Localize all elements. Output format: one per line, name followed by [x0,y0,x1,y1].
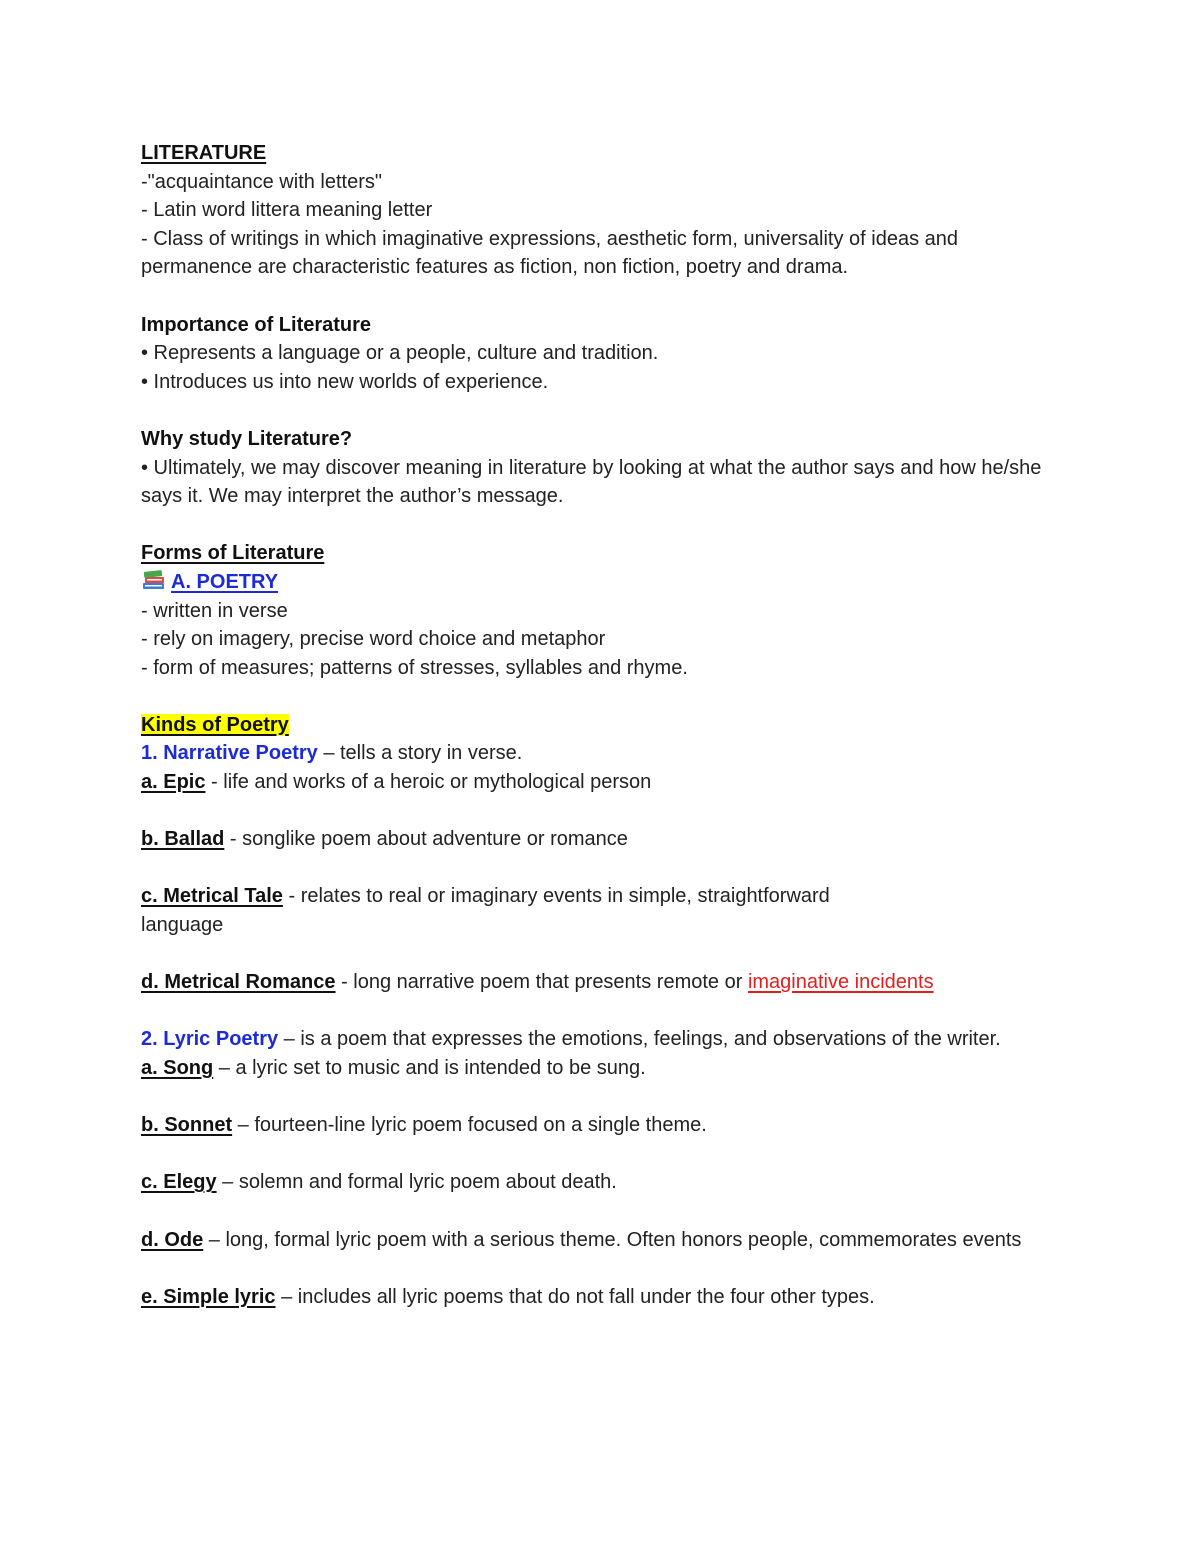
poetry-heading [141,568,1061,597]
narrative-line [141,739,1061,768]
lyric-line [141,1025,1061,1054]
lyric-heading: 2. Lyric Poetry [141,1028,279,1051]
metrical-tale-term: c. Metrical Tale [141,885,283,908]
spacer [141,1140,1061,1169]
importance-bullet-2: • Introduces us into new worlds of experience. [141,370,549,393]
why-title: Why study Literature? [141,427,353,450]
forms-line-2: - rely on imagery, precise word choice and metaphor [141,628,606,651]
spacer [141,682,1061,711]
spacer [141,396,1061,425]
spacer [141,940,1061,969]
spacer [141,997,1061,1026]
ballad-desc: - songlike poem about adventure or romance [224,828,628,851]
forms-line-3: - form of measures; patterns of stresses, syllables and rhyme. [141,656,688,679]
ballad-term: b. Ballad [141,828,225,851]
literature-line-2: - Latin word littera meaning letter [141,199,433,222]
spacer [141,1197,1061,1226]
literature-line-3: - Class of writings in which imaginative expressions, aesthetic form, universality of ideas and permanence are characteristic features as fiction, non fiction, poetry and drama. [141,227,959,279]
metrical-tale-desc-2: language [141,914,224,937]
sonnet-desc: – fourteen-line lyric poem focused on a single theme. [232,1114,707,1137]
books-icon [141,569,167,591]
song-term: a. Song [141,1057,214,1079]
elegy-desc: – solemn and formal lyric poem about death. [216,1171,617,1194]
why-bullet-1: • Ultimately, we may discover meaning in literature by looking at what the author says and how he/she says it. We may interpret the author’s message. [141,456,1042,508]
spacer [141,511,1061,540]
imaginative-incidents-link[interactable]: imaginative incidents [747,971,934,994]
importance-title: Importance of Literature [141,313,372,336]
document-page [141,139,1061,1311]
elegy-term: c. Elegy [141,1171,217,1194]
spacer [141,854,1061,883]
song-desc: – a lyric set to music and is intended to be sung. [213,1057,646,1079]
sonnet-item [141,1111,1061,1140]
forms-line-1: - written in verse [141,599,288,622]
ode-term: d. Ode [141,1228,204,1251]
narrative-heading: 1. Narrative Poetry [141,742,318,765]
epic-desc: - life and works of a heroic or mythological person [205,771,652,794]
ballad-item [141,825,1061,854]
spacer [141,282,1061,311]
spacer [141,1254,1061,1283]
epic-term: a. Epic [141,771,206,794]
forms-title: Forms of Literature [141,542,325,565]
metrical-tale-desc: - relates to real or imaginary events in simple, straightforward [282,885,830,908]
epic-item [141,768,1061,797]
kinds-title-line [141,711,1061,740]
spacer [141,797,1061,826]
ode-desc: – long, formal lyric poem with a serious theme. Often honors people, commemorates events [203,1228,1022,1251]
spacer [141,1083,1061,1112]
importance-bullet-1: • Represents a language or a people, culture and tradition. [141,342,659,365]
metrical-romance-term: d. Metrical Romance [141,971,336,994]
elegy-item [141,1168,1061,1197]
narrative-desc: – tells a story in verse. [317,742,523,765]
lyric-desc: – is a poem that expresses the emotions, feelings, and observations of the writer. [278,1028,1001,1051]
sonnet-term: b. Sonnet [141,1114,233,1137]
poetry-heading-text: A. POETRY [171,570,279,593]
metrical-romance-desc: - long narrative poem that presents remote or [335,971,748,994]
metrical-tale-item [141,882,1061,911]
kinds-title: Kinds of Poetry [141,713,289,736]
literature-line-1: -"acquaintance with letters" [141,170,382,193]
literature-title: LITERATURE [141,142,267,164]
metrical-romance-item [141,968,1061,997]
song-item [141,1054,1061,1083]
simple-lyric-term: e. Simple lyric [141,1285,276,1308]
simple-lyric-desc: – includes all lyric poems that do not fall under the four other types. [275,1285,875,1308]
ode-item [141,1226,1061,1255]
simple-lyric-item [141,1283,1061,1312]
